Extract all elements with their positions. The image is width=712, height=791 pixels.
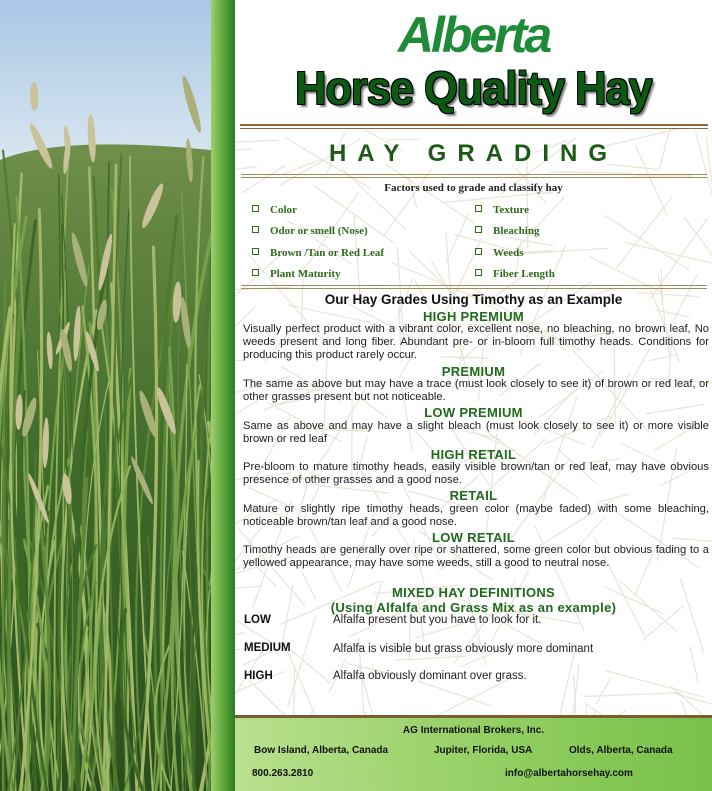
timothy-grass-photo	[0, 0, 211, 791]
grade-description: Same as above and may have a slight bleach (must look closely to see it) or more visible brown or red leaf	[243, 420, 709, 445]
grade-heading: RETAIL	[449, 488, 498, 503]
checkbox-icon	[252, 248, 259, 255]
grade-heading: PREMIUM	[441, 364, 506, 379]
phone-number: 800.263.2810	[252, 768, 314, 779]
divider	[240, 124, 708, 126]
grade-description: Pre-bloom to mature timothy heads, easily visible brown/tan or red leaf, may have obvious presence of other grasses and a good nose.	[243, 461, 709, 486]
mix-desc-medium: Alfalfa is visible but grass obviously more dominant	[333, 643, 594, 655]
location-olds: Olds, Alberta, Canada	[569, 745, 673, 756]
divider	[241, 177, 707, 178]
divider	[241, 285, 707, 286]
location-jupiter: Jupiter, Florida, USA	[434, 745, 533, 756]
grade-description: Timothy heads are generally over ripe or shattered, some green color but obvious fading to a yellowed appearance, may have some weeds, still a good to neutral nose.	[243, 544, 709, 569]
page-title: Horse Quality Hay	[295, 62, 652, 114]
mix-label-medium: MEDIUM	[244, 642, 291, 654]
factor-item: Odor or smell (Nose)	[252, 225, 368, 237]
factor-item: Color	[252, 204, 297, 216]
grade-heading: LOW PREMIUM	[424, 405, 523, 420]
grades-title: Our Hay Grades Using Timothy as an Example	[324, 292, 623, 307]
alberta-logo: Alberta	[397, 7, 550, 63]
grade-description: The same as above but may have a trace (must look closely to see it) of brown or red leaf, or other grasses present but not noticeable.	[243, 378, 709, 403]
mixed-hay-subheading: (Using Alfalfa and Grass Mix as an example)	[330, 600, 617, 615]
factor-item: Weeds	[475, 247, 524, 259]
factor-item: Bleaching	[475, 225, 539, 237]
checkbox-icon	[475, 205, 482, 212]
hay-grading-heading: HAY GRADING	[328, 140, 619, 167]
factor-item: Fiber Length	[475, 268, 555, 280]
checkbox-icon	[252, 205, 259, 212]
green-stripe	[211, 0, 235, 791]
company-name: AG International Brokers, Inc.	[402, 725, 545, 736]
email-link[interactable]: info@albertahorsehay.com	[505, 768, 633, 779]
divider	[241, 288, 707, 289]
mixed-hay-heading: MIXED HAY DEFINITIONS	[391, 585, 556, 600]
grade-description: Mature or slightly ripe timothy heads, green color (maybe faded) with some bleaching, noticeable brown/tan leaf and a good nose.	[243, 503, 709, 528]
divider	[241, 174, 707, 175]
checkbox-icon	[475, 248, 482, 255]
divider	[240, 128, 708, 129]
flyer-content	[235, 0, 712, 791]
mix-label-low: LOW	[244, 614, 271, 626]
grade-description: Visually perfect product with a vibrant color, excellent nose, no bleaching, no brown leaf, No weeds present and long fiber. Abundant pre- or in-bloom full timothy heads. Conditions for producing this product rarely occur.	[243, 323, 709, 361]
checkbox-icon	[475, 226, 482, 233]
factor-item: Plant Maturity	[252, 268, 341, 280]
location-bow-island: Bow Island, Alberta, Canada	[254, 745, 389, 756]
factor-item: Texture	[475, 204, 529, 216]
footer	[235, 718, 712, 791]
grade-heading: HIGH PREMIUM	[422, 309, 525, 324]
grade-heading: LOW RETAIL	[432, 530, 515, 545]
checkbox-icon	[252, 226, 259, 233]
grade-heading: HIGH RETAIL	[430, 447, 517, 462]
factors-heading: Factors used to grade and classify hay	[384, 182, 563, 194]
checkbox-icon	[252, 269, 259, 276]
factor-item: Brown /Tan or Red Leaf	[252, 247, 384, 259]
footer-divider	[235, 715, 712, 718]
mix-label-high: HIGH	[244, 670, 273, 682]
mix-desc-high: Alfalfa obviously dominant over grass.	[333, 670, 527, 682]
mix-desc-low: Alfalfa present but you have to look for it.	[333, 614, 542, 626]
checkbox-icon	[475, 269, 482, 276]
